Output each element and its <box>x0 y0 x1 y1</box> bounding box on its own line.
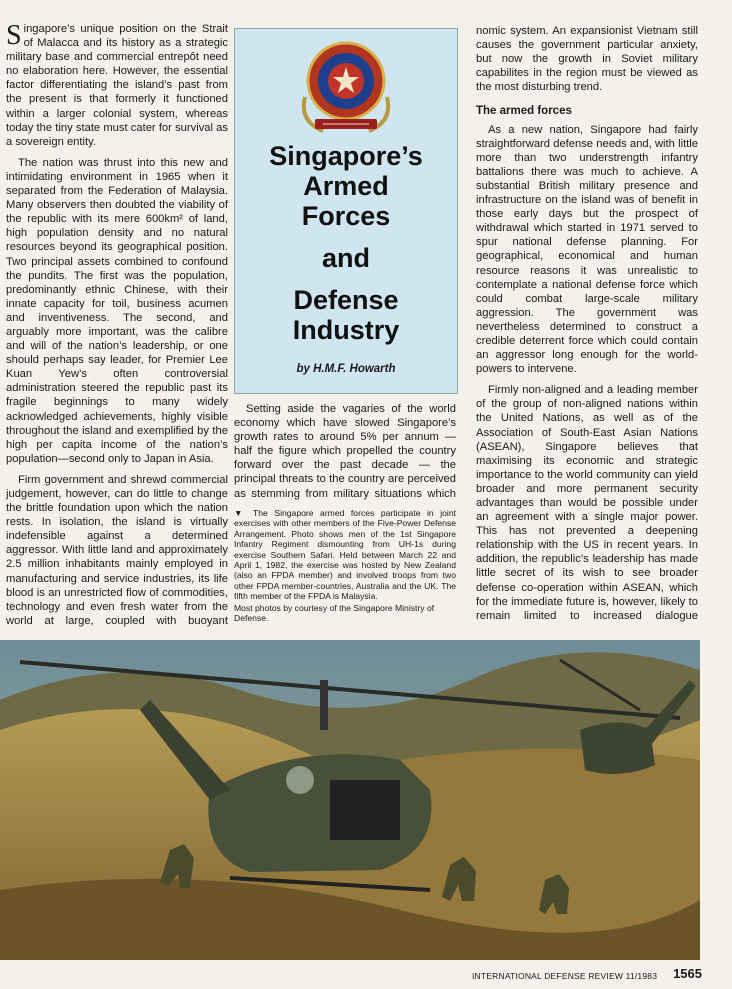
paragraph-7: Firmly non-aligned and a leading member of the group of non-aligned nations within the United Nations, as well as of the Association of South-East Asian Nations (ASEAN), Singapore believes that maximising its economic and strategic importance to the world community can yield broader and more permanent security advantages than would be possible under an agreement with a single major power. This has not prevented a deepening relationship with the US in recent years. In addition, the republic’s leadership has made little secret of its wish to see broader defense co-operation within ASEAN, which for the immediate future is, however, likely to remain limited to increased dialogue <box>476 384 698 622</box>
page-footer <box>472 966 702 986</box>
article-column-2 <box>234 402 456 502</box>
article-title: Singapore’s Armed Forces and Defense Industry <box>269 141 423 345</box>
paragraph-6: As a new nation, Singapore had fairly straightforward defense needs and, with little more than two understrength infantry battalions there was much to achieve. A substantial British military presence and infrastructure on the island was of benefit in those early days but the prospect of withdrawal which started in 1971 served to spur national defense planning. For geographical, economical and human resource reasons it was unrealistic to contemplate a national defense force which could combat large-scale military aggression. The government was nevertheless determined to construct a credible deterrent force which could contain an aggressor long enough for the world-powers to intervene. <box>476 123 698 376</box>
photo-caption: ▼ The Singapore armed forces participate in joint exercises with other members of the Five-Power Defense Arrangement. Photo shows men of the 1st Singapore Infantry Regiment dismounting from UH-1s during exercise Southern Safari. Held between March 22 and April 1, 1982, the exercise was hosted by New Zealand (also an FPDA member) and involved troops from two other FPDA member-countries, Australia and the UK. The fifth member of the FPDA is Malaysia. <box>234 508 456 602</box>
page-number: 1565 <box>673 966 702 981</box>
paragraph-2: The nation was thrust into this new and intimidating environment in 1965 when it separated from the Federation of Malaysia. Many observers then doubted the viability of the republic with its mere 600km² of land, high population density and no natural resources beyond its geographical position. Two principal assets combined to confound the pundits. The first was the population, predominantly ethnic Chinese, with their innate capacity for toil, business acumen and inventiveness. The second, and arguably more important, was the calibre and will of the nation’s leadership, or one should perhaps say leader, for Premier Lee Kuan Yew’s often controversial administration steered the republic past its fragile beginnings to many widely acknowledged achievements, highly visible throughout the island and exemplified by the high per capita income of the nation’s population—second only to Japan in Asia. <box>6 156 228 465</box>
title-box <box>234 28 458 394</box>
paragraph-1: Singapore’s unique position on the Strait of Malacca and its history as a strategic military base and commercial entrepôt need no elaboration here. However, the essential factor differentiating the island’s past from the present is that formerly it functioned within a larger colonial system, whereas today the tiny state must cater for survival as a sovereign entity. <box>6 22 228 148</box>
byline: by H.M.F. Howarth <box>296 363 396 375</box>
drop-cap: S <box>6 22 22 51</box>
paragraph-5: nomic system. An expansionist Vietnam still causes the government particular anxiety, but now the growth in Soviet military capabilites in the region must be viewed as the most disturbing trend. <box>476 25 698 94</box>
paragraph-3: Firm government and shrewd commercial judgement, however, can do little to change the brittle foundation upon which the nation rests. In isolation, the island is virtually indefensible against a determined aggressor. With little land and approximately 2.5 million inhabitants mainly employed in manufacturing and service industries, its life blood is an unrestricted flow of commodities, technology and even fresh water from the world at large, coupled with buoyant <box>6 473 228 627</box>
journal-name: INTERNATIONAL DEFENSE REVIEW 11/1983 <box>472 971 658 981</box>
singapore-armed-forces-emblem <box>293 35 399 139</box>
helicopter-photo <box>0 640 700 960</box>
section-heading: The armed forces <box>476 105 572 118</box>
article-column-3 <box>476 24 698 624</box>
photo-credit: Most photos by courtesy of the Singapore Ministry of Defense. <box>234 603 435 624</box>
helicopter-scene <box>0 640 700 960</box>
article-column-1 <box>6 22 228 628</box>
paragraph-4: Setting aside the vagaries of the world economy which have slowed Singapore’s growth rates to around 5% per annum — half the figure which propelled the country forward over the past decade — the principal threats to the country are perceived as stemming from military situations which <box>234 403 456 500</box>
